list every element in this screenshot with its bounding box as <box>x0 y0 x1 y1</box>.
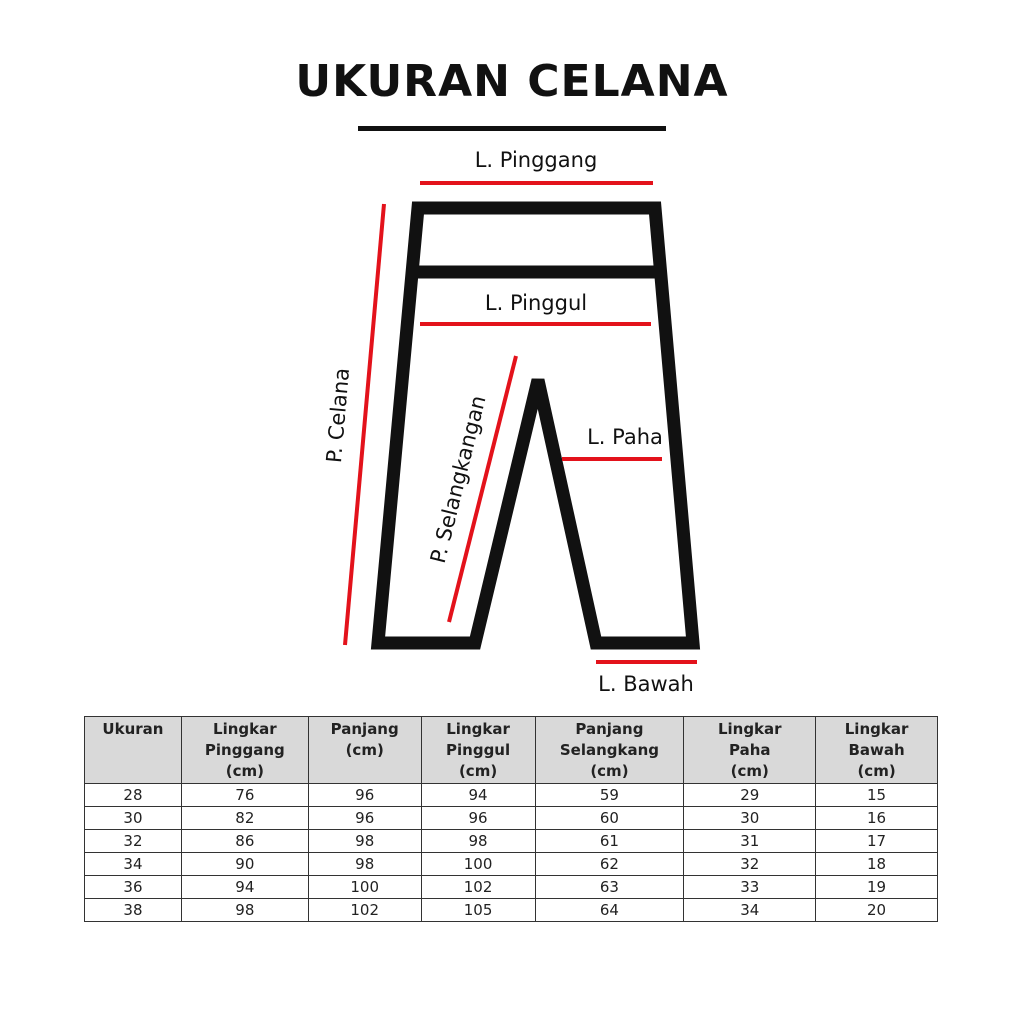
header-crotch-line-2: Selangkang <box>559 741 660 759</box>
cell-size: 30 <box>85 807 182 830</box>
header-hip-line-2: Pinggul <box>446 741 511 759</box>
cell-hem: 19 <box>816 876 938 899</box>
header-length-line-1: Panjang <box>330 720 399 738</box>
cell-hip: 94 <box>421 784 535 807</box>
cell-crotch: 64 <box>535 899 684 922</box>
crotch-label: P. Selangkangan <box>425 393 491 566</box>
header-hem-line-1: Lingkar <box>844 720 909 738</box>
cell-length: 102 <box>308 899 421 922</box>
cell-length: 100 <box>308 876 421 899</box>
waist-label: L. Pinggang <box>474 148 598 172</box>
cell-thigh: 30 <box>684 807 816 830</box>
header-waist <box>181 717 308 784</box>
cell-crotch: 60 <box>535 807 684 830</box>
hip-label: L. Pinggul <box>484 291 588 315</box>
header-thigh-line-1: Lingkar <box>717 720 782 738</box>
header-length <box>308 717 421 784</box>
cell-crotch: 61 <box>535 830 684 853</box>
cell-size: 32 <box>85 830 182 853</box>
cell-hem: 15 <box>816 784 938 807</box>
cell-thigh: 34 <box>684 899 816 922</box>
cell-hem: 17 <box>816 830 938 853</box>
cell-length: 98 <box>308 853 421 876</box>
cell-thigh: 29 <box>684 784 816 807</box>
cell-hip: 96 <box>421 807 535 830</box>
header-crotch-line-3: (cm) <box>590 762 629 780</box>
table-row <box>85 784 938 807</box>
cell-thigh: 32 <box>684 853 816 876</box>
table-header-row <box>85 717 938 784</box>
size-table <box>84 716 938 922</box>
cell-hem: 16 <box>816 807 938 830</box>
header-hip-line-3: (cm) <box>458 762 498 780</box>
cell-waist: 98 <box>181 899 308 922</box>
cell-thigh: 33 <box>684 876 816 899</box>
cell-crotch: 59 <box>535 784 684 807</box>
header-size <box>85 717 182 784</box>
header-thigh-line-2: Paha <box>728 741 771 759</box>
header-thigh <box>684 717 816 784</box>
table-row <box>85 830 938 853</box>
table-row <box>85 876 938 899</box>
header-hem-line-2: Bawah <box>848 741 905 759</box>
cell-length: 96 <box>308 807 421 830</box>
cell-size: 34 <box>85 853 182 876</box>
cell-size: 38 <box>85 899 182 922</box>
header-hem <box>816 717 938 784</box>
header-waist-line-3: (cm) <box>225 762 264 780</box>
cell-waist: 90 <box>181 853 308 876</box>
header-hem-line-3: (cm) <box>857 762 896 780</box>
header-crotch <box>535 717 684 784</box>
table-row <box>85 853 938 876</box>
header-crotch-line-1: Panjang <box>575 720 644 738</box>
cell-hem: 18 <box>816 853 938 876</box>
header-size-line-1: Ukuran <box>102 720 164 738</box>
header-length-line-2: (cm) <box>345 741 384 759</box>
cell-waist: 82 <box>181 807 308 830</box>
thigh-label: L. Paha <box>587 425 663 449</box>
cell-hip: 100 <box>421 853 535 876</box>
header-thigh-line-3: (cm) <box>730 762 769 780</box>
cell-length: 96 <box>308 784 421 807</box>
header-hip <box>421 717 535 784</box>
cell-hip: 102 <box>421 876 535 899</box>
cell-size: 36 <box>85 876 182 899</box>
header-waist-line-1: Lingkar <box>213 720 277 738</box>
cell-hem: 20 <box>816 899 938 922</box>
table-row <box>85 899 938 922</box>
cell-size: 28 <box>85 784 182 807</box>
cell-waist: 86 <box>181 830 308 853</box>
hem-label: L. Bawah <box>598 672 694 696</box>
length-label: P. Celana <box>321 366 355 464</box>
cell-thigh: 31 <box>684 830 816 853</box>
header-waist-line-2: Pinggang <box>204 741 285 759</box>
cell-waist: 94 <box>181 876 308 899</box>
cell-hip: 105 <box>421 899 535 922</box>
cell-crotch: 62 <box>535 853 684 876</box>
header-hip-line-1: Lingkar <box>446 720 510 738</box>
cell-hip: 98 <box>421 830 535 853</box>
cell-crotch: 63 <box>535 876 684 899</box>
page-title: UKURAN CELANA <box>295 56 729 107</box>
table-row <box>85 807 938 830</box>
cell-length: 98 <box>308 830 421 853</box>
cell-waist: 76 <box>181 784 308 807</box>
